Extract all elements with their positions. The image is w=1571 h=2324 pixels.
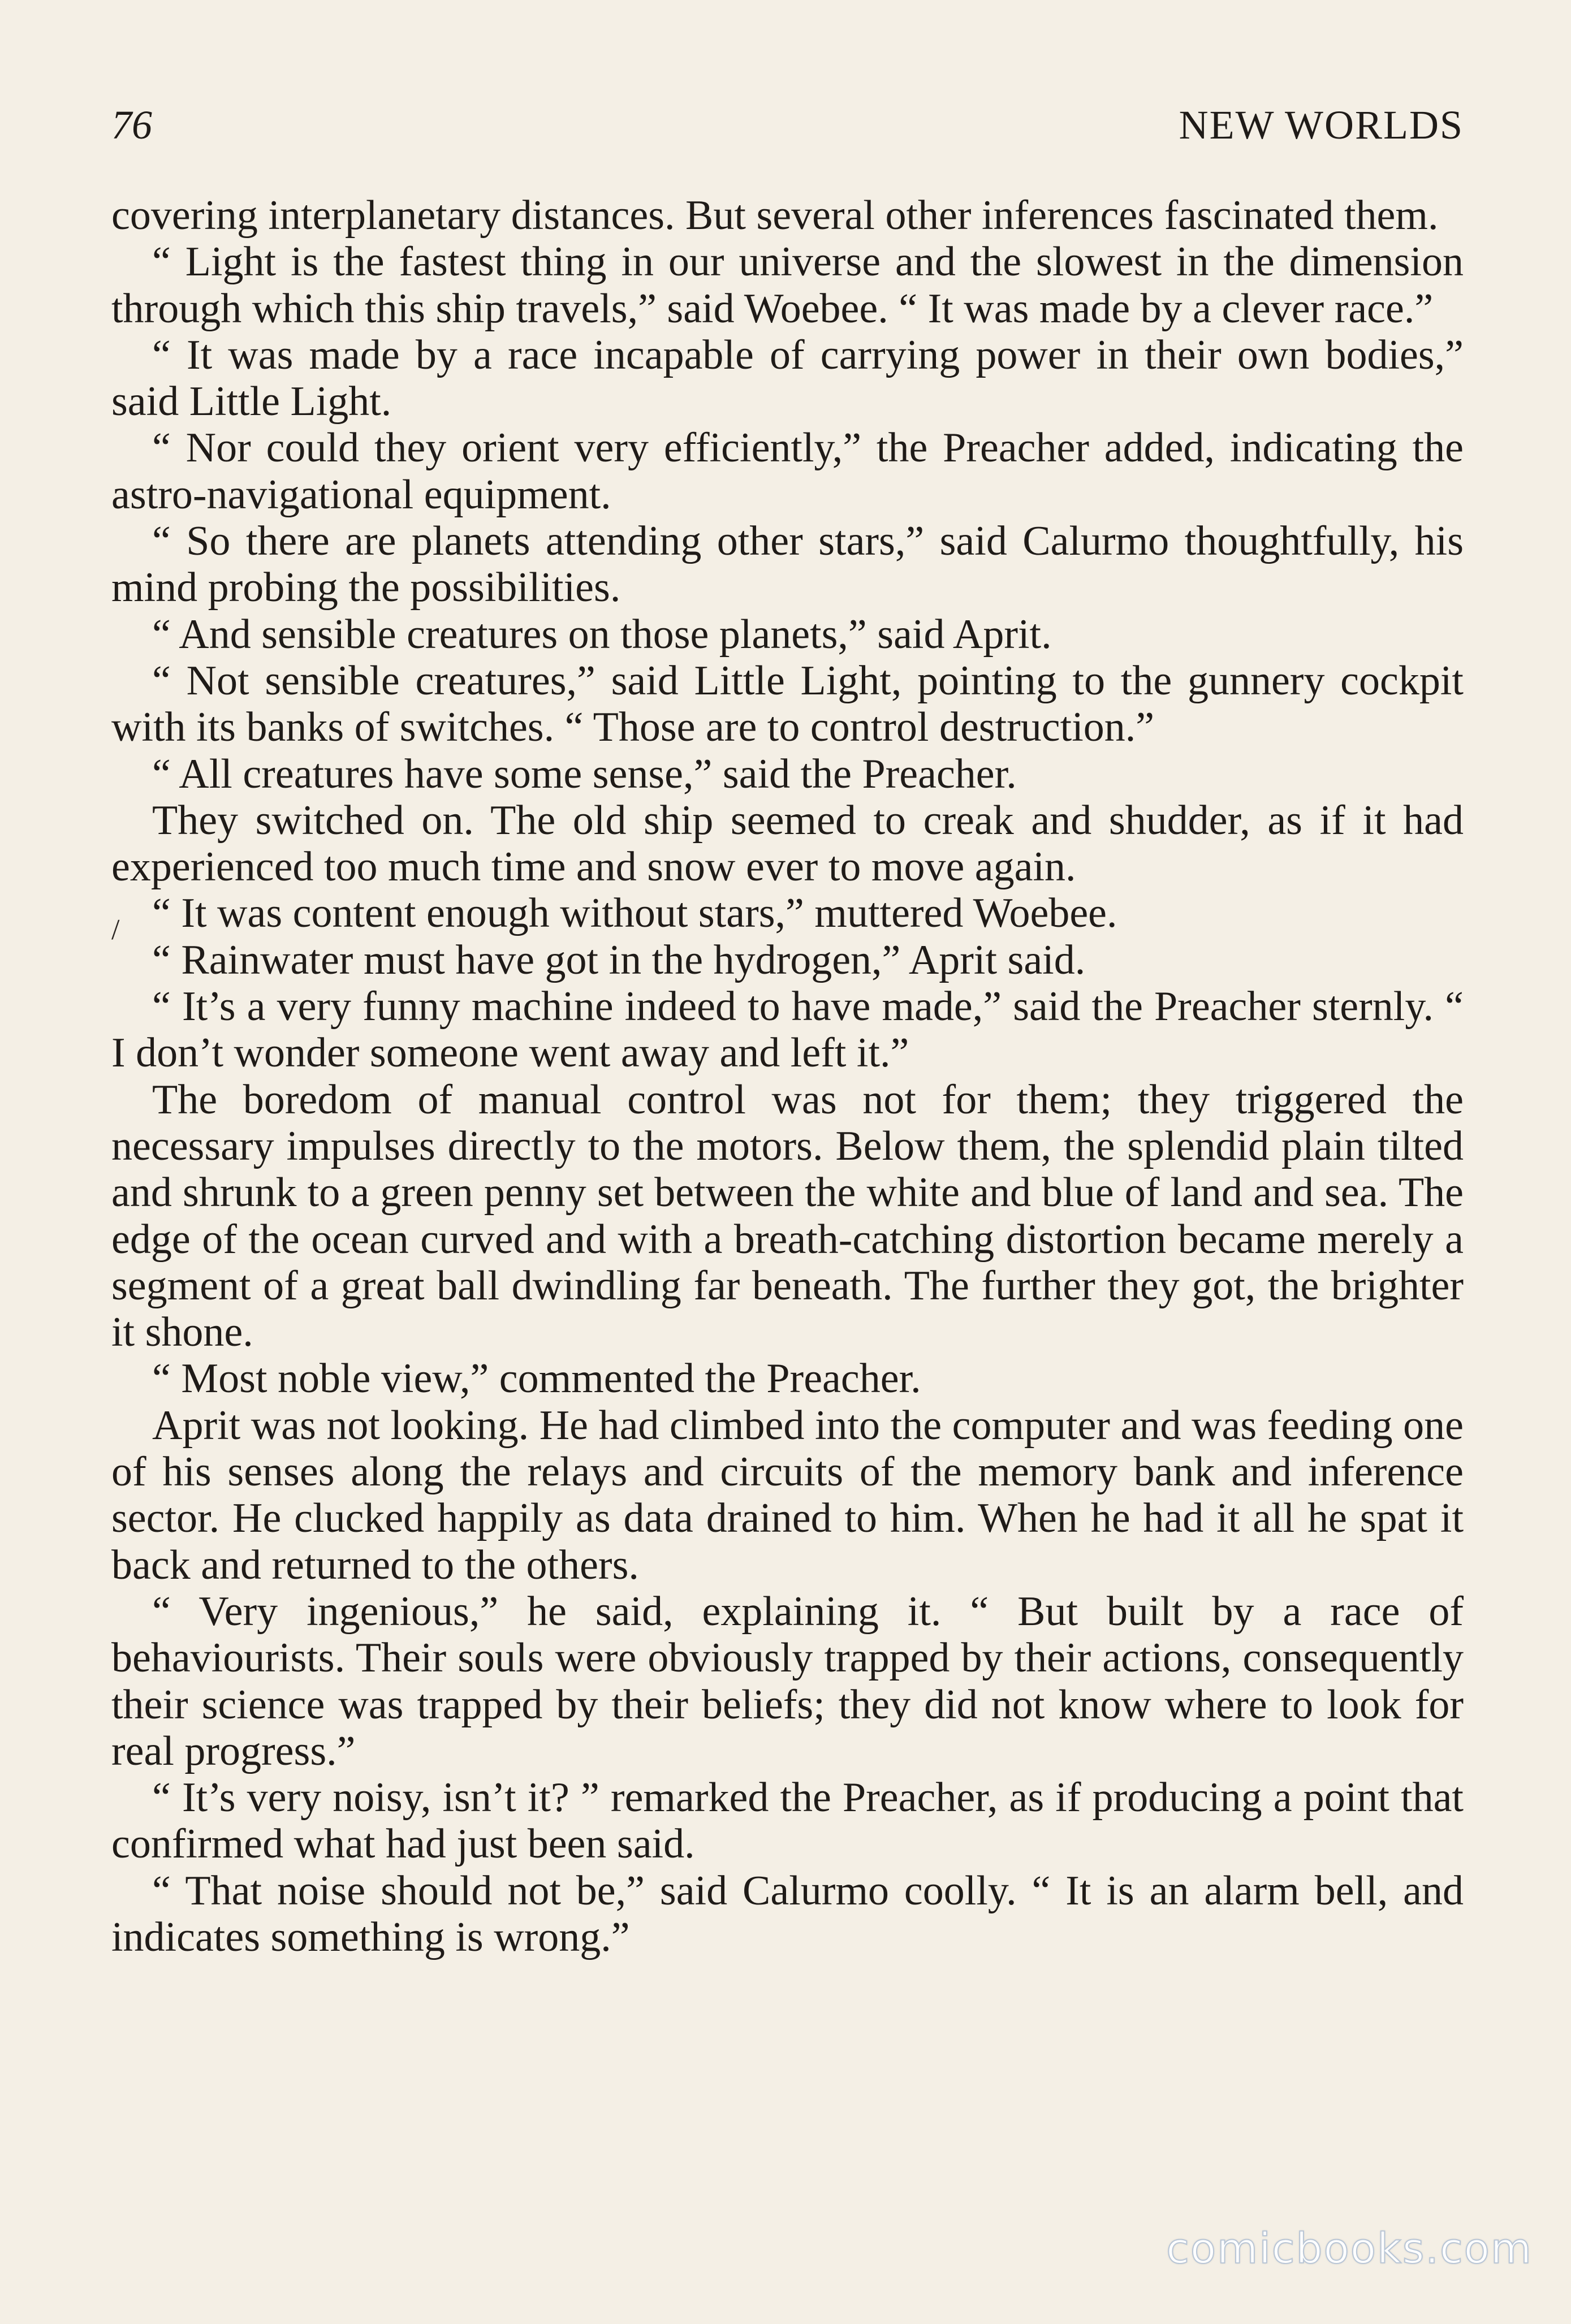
paragraph: “ All creatures have some sense,” said the Preacher.: [152, 750, 1017, 797]
page-number: 76: [111, 102, 152, 148]
paragraph: The boredom of manual control was not for them; they triggered the necessary impulses directly to the motors. Below them, the splendid plain tilted and shrunk to a green penny set between the white and blue of land and sea. The edge of the ocean curved and with a breath-catching distortion became merely a segment of a great ball dwindling far beneath. The further they got, the brighter it shone.: [111, 1076, 1464, 1356]
paragraph: Aprit was not looking. He had climbed into the computer and was feeding one of his senses along the relays and circuits of the memory bank and inference sector. He clucked happily as data drained to him. When he had it all he spat it back and returned to the others.: [111, 1402, 1464, 1588]
paragraph: “ Light is the fastest thing in our universe and the slowest in the dimension through which this ship travels,” said Woebee. “ It was made by a clever race.”: [111, 239, 1464, 332]
paragraph: “ It was content enough without stars,” muttered Woebee.: [152, 890, 1117, 937]
paragraph: “ That noise should not be,” said Calurmo coolly. “ It is an alarm bell, and indicates something is wrong.”: [111, 1867, 1464, 1960]
page-header: [111, 102, 1464, 158]
paragraph: “ Very ingenious,” he said, explaining it. “ But built by a race of behaviourists. Their souls were obviously trapped by their actions, consequently their science was trapped by their beliefs; they did not know where to look for real progress.”: [111, 1588, 1464, 1774]
margin-pencil-mark: /: [111, 914, 120, 946]
paragraph: covering interplanetary distances. But several other inferences fascinated them.: [111, 192, 1439, 239]
paragraph: They switched on. The old ship seemed to creak and shudder, as if it had experienced too much time and snow ever to move again.: [111, 797, 1464, 891]
running-head: NEW WORLDS: [1179, 102, 1464, 148]
paragraph: “ And sensible creatures on those planets,” said Aprit.: [152, 611, 1052, 658]
paragraph: “ So there are planets attending other stars,” said Calurmo thoughtfully, his mind probing the possibilities.: [111, 518, 1464, 611]
paragraph: “ Most noble view,” commented the Preacher.: [152, 1355, 921, 1402]
watermark: comicbooks.com: [1166, 2224, 1533, 2273]
paragraph: “ It’s a very funny machine indeed to have made,” said the Preacher sternly. “ I don’t wonder someone went away and left it.”: [111, 983, 1464, 1077]
paragraph: “ It’s very noisy, isn’t it? ” remarked the Preacher, as if producing a point that confirmed what had just been said.: [111, 1774, 1464, 1868]
paragraph: “ It was made by a race incapable of carrying power in their own bodies,” said Little Light.: [111, 331, 1464, 425]
body-text: [111, 192, 1464, 1960]
paragraph: “ Nor could they orient very efficiently,” the Preacher added, indicating the astro-navigational equipment.: [111, 425, 1464, 518]
paragraph: “ Rainwater must have got in the hydrogen,” Aprit said.: [152, 936, 1086, 983]
paragraph: “ Not sensible creatures,” said Little Light, pointing to the gunnery cockpit with its banks of switches. “ Those are to control destruction.”: [111, 657, 1464, 751]
